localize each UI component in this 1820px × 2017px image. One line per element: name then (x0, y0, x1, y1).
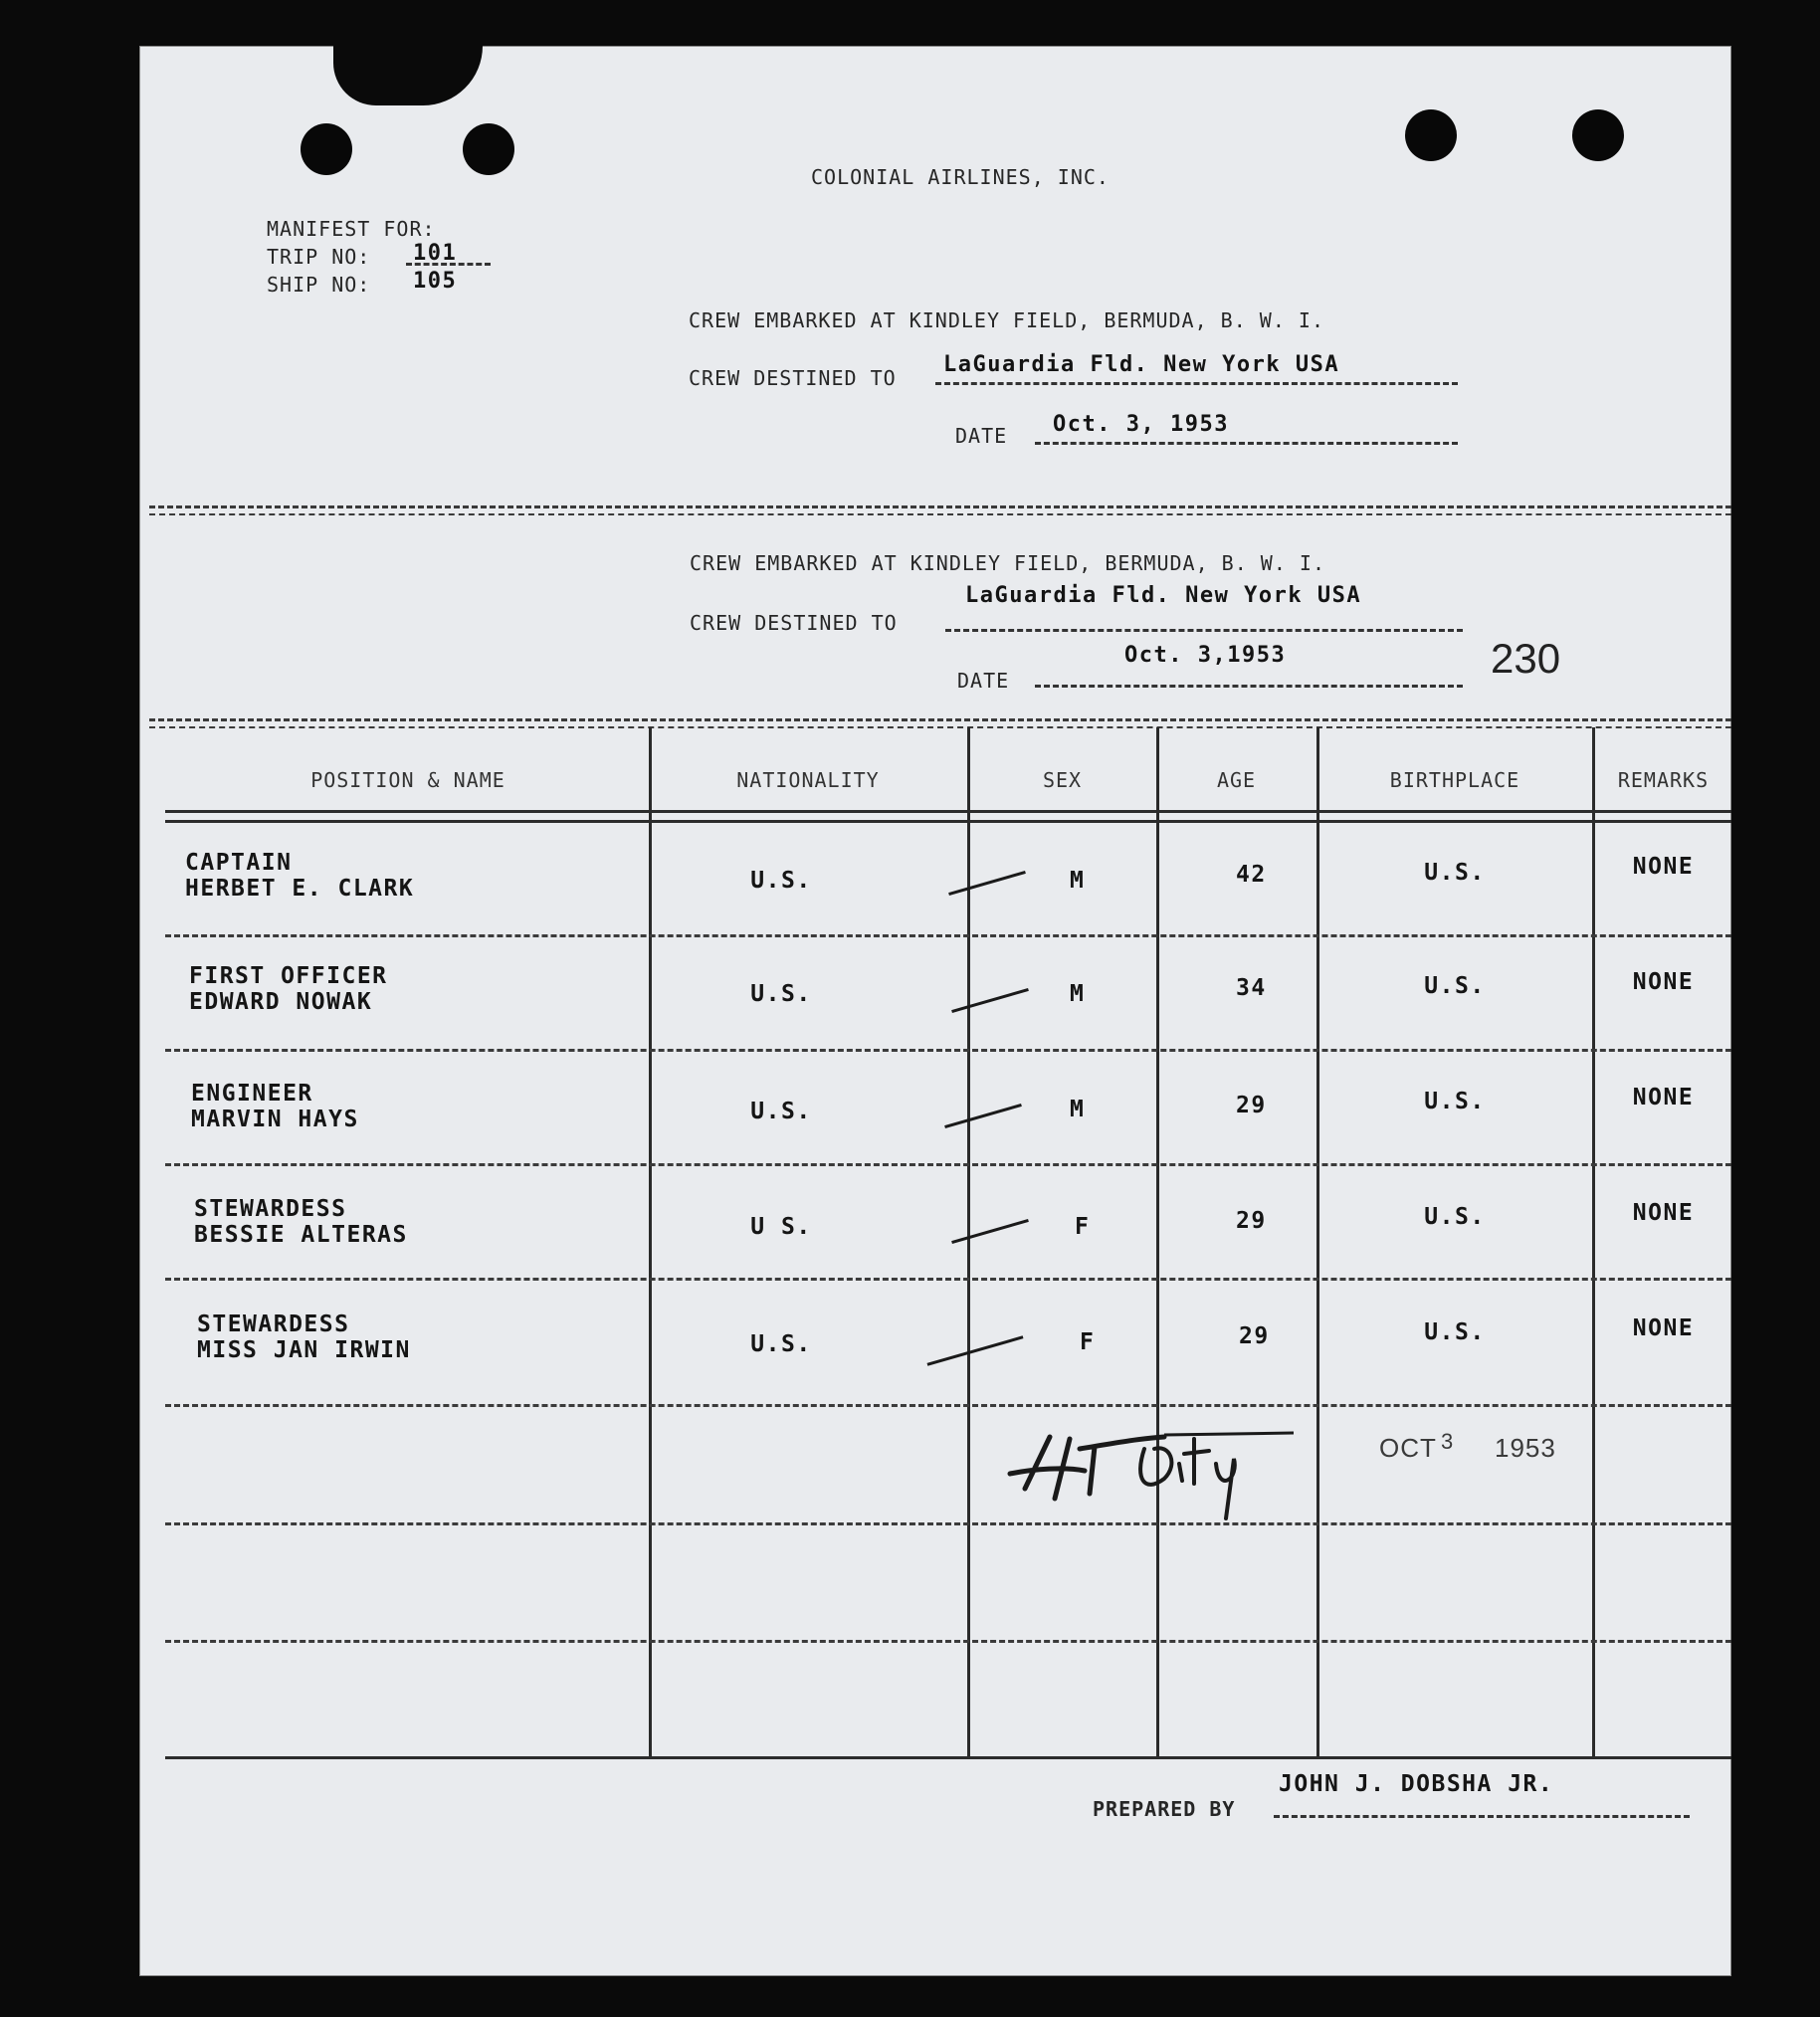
received-stamp-month: OCT (1379, 1433, 1437, 1463)
row-4-remarks: NONE (1632, 1200, 1695, 1226)
row-5-sex: F (1080, 1329, 1096, 1355)
date-1: Oct. 3, 1953 (1053, 412, 1229, 437)
row-1-name: HERBET E. CLARK (185, 876, 415, 902)
date-label-2: DATE (957, 669, 1010, 693)
header-rule (165, 810, 1731, 813)
header-age: AGE (1216, 768, 1257, 792)
row-5-remarks: NONE (1632, 1315, 1695, 1341)
row-3-birthplace: U.S. (1424, 1089, 1486, 1114)
manifest-label: MANIFEST FOR: (267, 217, 436, 241)
punch-hole (301, 123, 352, 175)
row-2-sex: M (1070, 981, 1086, 1007)
row-rule (165, 1049, 1731, 1052)
row-5-name: MISS JAN IRWIN (197, 1337, 411, 1363)
check-mark (927, 1335, 1024, 1365)
torn-corner (333, 46, 483, 105)
row-rule (165, 1522, 1731, 1525)
destination-2: LaGuardia Fld. New York USA (965, 583, 1362, 608)
row-5-birthplace: U.S. (1424, 1319, 1486, 1345)
prepared-by-label: PREPARED BY (1093, 1797, 1236, 1821)
row-4-sex: F (1075, 1214, 1091, 1240)
row-3-sex: M (1070, 1097, 1086, 1122)
column-rule (967, 727, 970, 1757)
row-1-age: 42 (1236, 862, 1267, 888)
row-rule (165, 934, 1731, 937)
row-2-remarks: NONE (1632, 969, 1695, 995)
page-number-stamp: 230 (1491, 635, 1561, 682)
received-stamp-day: 3 (1441, 1429, 1455, 1454)
ship-number: 105 (413, 269, 458, 294)
company-name: COLONIAL AIRLINES, INC. (811, 165, 1110, 189)
column-rule (1592, 727, 1595, 1757)
row-2-birthplace: U.S. (1424, 973, 1486, 999)
trip-number: 101 (413, 241, 458, 266)
row-4-nationality: U S. (750, 1214, 812, 1240)
row-4-age: 29 (1236, 1208, 1267, 1234)
row-5-position: STEWARDESS (197, 1311, 350, 1337)
row-3-nationality: U.S. (750, 1099, 812, 1124)
row-rule (165, 1404, 1731, 1407)
destination-1: LaGuardia Fld. New York USA (943, 352, 1340, 377)
table-bottom-rule (165, 1756, 1731, 1759)
embarked-line-1: CREW EMBARKED AT KINDLEY FIELD, BERMUDA, B. W. I. (689, 308, 1325, 332)
column-rule (1156, 727, 1159, 1757)
row-1-nationality: U.S. (750, 868, 812, 894)
punch-hole (1572, 109, 1624, 161)
check-mark (948, 871, 1026, 896)
check-mark (944, 1104, 1022, 1128)
date-2: Oct. 3,1953 (1124, 643, 1287, 668)
check-mark (951, 988, 1029, 1013)
row-1-position: CAPTAIN (185, 850, 293, 876)
row-rule (165, 1278, 1731, 1281)
row-2-age: 34 (1236, 975, 1267, 1001)
ship-label: SHIP NO: (267, 273, 371, 297)
row-4-name: BESSIE ALTERAS (194, 1222, 408, 1248)
row-rule (165, 1640, 1731, 1643)
row-2-nationality: U.S. (750, 981, 812, 1007)
header-birthplace: BIRTHPLACE (1389, 768, 1520, 792)
destined-label-2: CREW DESTINED TO (690, 611, 898, 635)
row-2-name: EDWARD NOWAK (189, 989, 373, 1015)
row-rule (165, 1163, 1731, 1166)
punch-hole (463, 123, 514, 175)
header-nationality: NATIONALITY (736, 768, 880, 792)
trip-label: TRIP NO: (267, 245, 371, 269)
received-stamp-year: 1953 (1495, 1433, 1556, 1463)
row-1-birthplace: U.S. (1424, 860, 1486, 886)
row-1-remarks: NONE (1632, 854, 1695, 880)
punch-hole (1405, 109, 1457, 161)
row-5-age: 29 (1239, 1323, 1270, 1349)
manifest-page (139, 46, 1731, 1976)
row-5-nationality: U.S. (750, 1331, 812, 1357)
row-3-name: MARVIN HAYS (191, 1107, 359, 1132)
section-divider (149, 505, 1731, 508)
destined-label-1: CREW DESTINED TO (689, 366, 897, 390)
row-3-age: 29 (1236, 1093, 1267, 1118)
date-label-1: DATE (955, 424, 1008, 448)
check-mark (951, 1219, 1029, 1244)
row-3-position: ENGINEER (191, 1081, 313, 1107)
preparer-name: JOHN J. DOBSHA JR. (1279, 1771, 1554, 1797)
embarked-line-2: CREW EMBARKED AT KINDLEY FIELD, BERMUDA, B. W. I. (690, 551, 1326, 575)
row-4-birthplace: U.S. (1424, 1204, 1486, 1230)
header-sex: SEX (1042, 768, 1083, 792)
signature (995, 1419, 1294, 1528)
row-4-position: STEWARDESS (194, 1196, 347, 1222)
row-1-sex: M (1070, 868, 1086, 894)
section-divider (149, 718, 1731, 721)
row-3-remarks: NONE (1632, 1085, 1695, 1110)
row-2-position: FIRST OFFICER (189, 963, 388, 989)
header-remarks: REMARKS (1617, 768, 1710, 792)
header-position-name: POSITION & NAME (310, 768, 506, 792)
